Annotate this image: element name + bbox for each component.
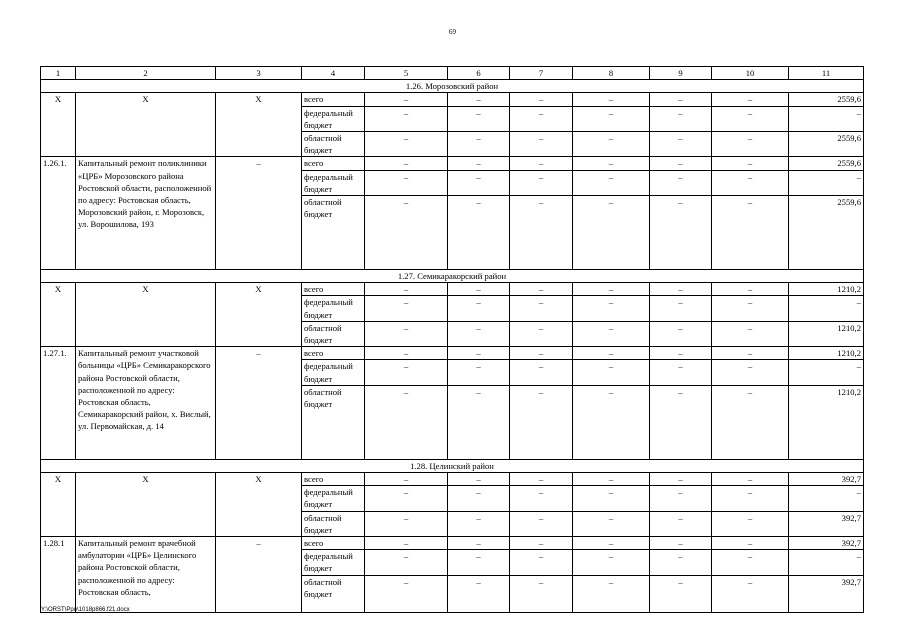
empty-value: – [712, 170, 789, 195]
empty-value: – [510, 486, 573, 511]
empty-value: – [573, 347, 650, 360]
total-value: – [789, 106, 864, 131]
summary-row [41, 283, 864, 296]
empty-value: – [712, 486, 789, 511]
empty-value: – [650, 347, 712, 360]
empty-value: – [448, 550, 510, 575]
col2-marker: Х [76, 93, 216, 157]
budget-label: областной бюджет [302, 132, 365, 157]
budget-label: всего [302, 283, 365, 296]
total-value: – [789, 486, 864, 511]
empty-value: – [365, 511, 448, 536]
total-value: – [789, 360, 864, 385]
budget-label: всего [302, 157, 365, 170]
item-name: Капитальный ремонт участковой больницы «ЦРБ» Семикаракорского района Ростовской области, расположенной по адресу: Ростовская область, Семикаракорский район, х. Вислый, ул. Первомайская, д. 14 [76, 347, 216, 460]
empty-value: – [365, 575, 448, 612]
budget-label: федеральный бюджет [302, 296, 365, 321]
column-number: 7 [510, 67, 573, 80]
empty-value: – [365, 283, 448, 296]
col3-marker: – [216, 537, 302, 613]
empty-value: – [510, 132, 573, 157]
item-name: Капитальный ремонт врачебной амбулатории «ЦРБ» Целинского района Ростовской области, расположенной по адресу: Ростовская область, [76, 537, 216, 613]
empty-value: – [365, 321, 448, 346]
column-numbers-row [41, 67, 864, 80]
budget-label: областной бюджет [302, 321, 365, 346]
empty-value: – [573, 537, 650, 550]
empty-value: – [448, 321, 510, 346]
budget-label: областной бюджет [302, 575, 365, 612]
column-number: 4 [302, 67, 365, 80]
empty-value: – [448, 511, 510, 536]
empty-value: – [510, 321, 573, 346]
empty-value: – [573, 321, 650, 346]
empty-value: – [448, 296, 510, 321]
empty-value: – [650, 575, 712, 612]
empty-value: – [712, 157, 789, 170]
empty-value: – [573, 296, 650, 321]
empty-value: – [573, 575, 650, 612]
empty-value: – [510, 511, 573, 536]
empty-value: – [573, 550, 650, 575]
empty-value: – [712, 283, 789, 296]
empty-value: – [510, 537, 573, 550]
empty-value: – [510, 347, 573, 360]
empty-value: – [365, 550, 448, 575]
empty-value: – [712, 575, 789, 612]
col3-marker: – [216, 157, 302, 270]
empty-value: – [650, 360, 712, 385]
empty-value: – [712, 511, 789, 536]
empty-value: – [573, 132, 650, 157]
empty-value: – [650, 385, 712, 459]
empty-value: – [448, 93, 510, 106]
total-value: 2559,6 [789, 157, 864, 170]
budget-label: федеральный бюджет [302, 550, 365, 575]
section-title-row [41, 459, 864, 472]
empty-value: – [650, 511, 712, 536]
empty-value: – [650, 170, 712, 195]
budget-label: всего [302, 473, 365, 486]
empty-value: – [650, 550, 712, 575]
column-number: 8 [573, 67, 650, 80]
budget-label: федеральный бюджет [302, 486, 365, 511]
empty-value: – [510, 157, 573, 170]
section-title: 1.27. Семикаракорский район [41, 270, 864, 283]
section-title-row [41, 270, 864, 283]
section-title: 1.26. Морозовский район [41, 80, 864, 93]
empty-value: – [448, 575, 510, 612]
summary-row [41, 473, 864, 486]
table-body [41, 67, 864, 613]
empty-value: – [712, 196, 789, 270]
total-value: 2559,6 [789, 93, 864, 106]
empty-value: – [510, 385, 573, 459]
summary-row [41, 93, 864, 106]
item-row [41, 537, 864, 550]
empty-value: – [365, 132, 448, 157]
empty-value: – [365, 296, 448, 321]
empty-value: – [650, 321, 712, 346]
empty-value: – [510, 283, 573, 296]
budget-label: федеральный бюджет [302, 106, 365, 131]
budget-table [40, 66, 864, 613]
empty-value: – [650, 486, 712, 511]
page-number: 69 [449, 28, 456, 36]
empty-value: – [712, 550, 789, 575]
col3-marker: Х [216, 473, 302, 537]
total-value: 1210,2 [789, 321, 864, 346]
total-value: – [789, 296, 864, 321]
empty-value: – [510, 106, 573, 131]
empty-value: – [365, 347, 448, 360]
item-row [41, 157, 864, 170]
empty-value: – [448, 106, 510, 131]
empty-value: – [448, 170, 510, 195]
empty-value: – [448, 283, 510, 296]
col1-marker: Х [41, 93, 76, 157]
empty-value: – [510, 473, 573, 486]
total-value: 1210,2 [789, 385, 864, 459]
total-value: 392,7 [789, 537, 864, 550]
empty-value: – [712, 347, 789, 360]
empty-value: – [448, 385, 510, 459]
empty-value: – [510, 550, 573, 575]
empty-value: – [510, 296, 573, 321]
total-value: 1210,2 [789, 283, 864, 296]
empty-value: – [365, 473, 448, 486]
budget-label: федеральный бюджет [302, 170, 365, 195]
col1-marker: Х [41, 283, 76, 347]
empty-value: – [573, 157, 650, 170]
file-path-footer: Y:\ORST\Ppo\1018p866.f21.docx [41, 607, 130, 613]
column-number: 2 [76, 67, 216, 80]
empty-value: – [650, 296, 712, 321]
col3-marker: – [216, 347, 302, 460]
empty-value: – [650, 132, 712, 157]
empty-value: – [365, 106, 448, 131]
total-value: 392,7 [789, 575, 864, 612]
empty-value: – [510, 170, 573, 195]
empty-value: – [573, 170, 650, 195]
total-value: 392,7 [789, 473, 864, 486]
item-row [41, 347, 864, 360]
budget-label: областной бюджет [302, 511, 365, 536]
empty-value: – [712, 360, 789, 385]
column-number: 6 [448, 67, 510, 80]
total-value: – [789, 550, 864, 575]
empty-value: – [365, 170, 448, 195]
column-number: 5 [365, 67, 448, 80]
empty-value: – [448, 537, 510, 550]
col2-marker: Х [76, 283, 216, 347]
empty-value: – [573, 360, 650, 385]
budget-label: областной бюджет [302, 196, 365, 270]
empty-value: – [365, 537, 448, 550]
empty-value: – [573, 93, 650, 106]
total-value: 392,7 [789, 511, 864, 536]
col2-marker: Х [76, 473, 216, 537]
total-value: 2559,6 [789, 196, 864, 270]
empty-value: – [510, 93, 573, 106]
item-number: 1.27.1. [41, 347, 76, 460]
empty-value: – [448, 347, 510, 360]
col3-marker: Х [216, 283, 302, 347]
empty-value: – [650, 473, 712, 486]
empty-value: – [365, 360, 448, 385]
empty-value: – [712, 296, 789, 321]
empty-value: – [650, 283, 712, 296]
empty-value: – [510, 575, 573, 612]
empty-value: – [448, 196, 510, 270]
column-number: 3 [216, 67, 302, 80]
empty-value: – [650, 196, 712, 270]
empty-value: – [510, 196, 573, 270]
column-number: 9 [650, 67, 712, 80]
budget-label: всего [302, 347, 365, 360]
section-title: 1.28. Целинский район [41, 459, 864, 472]
budget-label: областной бюджет [302, 385, 365, 459]
col1-marker: Х [41, 473, 76, 537]
empty-value: – [573, 106, 650, 131]
col3-marker: Х [216, 93, 302, 157]
empty-value: – [650, 157, 712, 170]
budget-label: федеральный бюджет [302, 360, 365, 385]
item-name: Капитальный ремонт поликлиники «ЦРБ» Морозовского района Ростовской области, расположенной по адресу: Ростовская область, Морозовский район, г. Морозовск, ул. Ворошилова, 193 [76, 157, 216, 270]
section-title-row [41, 80, 864, 93]
empty-value: – [365, 385, 448, 459]
empty-value: – [510, 360, 573, 385]
item-number: 1.28.1 [41, 537, 76, 613]
item-number: 1.26.1. [41, 157, 76, 270]
empty-value: – [573, 196, 650, 270]
total-value: 1210,2 [789, 347, 864, 360]
empty-value: – [712, 132, 789, 157]
total-value: 2559,6 [789, 132, 864, 157]
empty-value: – [573, 283, 650, 296]
empty-value: – [712, 93, 789, 106]
empty-value: – [573, 385, 650, 459]
empty-value: – [650, 93, 712, 106]
empty-value: – [573, 486, 650, 511]
empty-value: – [365, 157, 448, 170]
empty-value: – [712, 106, 789, 131]
empty-value: – [712, 473, 789, 486]
empty-value: – [573, 473, 650, 486]
empty-value: – [650, 537, 712, 550]
column-number: 10 [712, 67, 789, 80]
empty-value: – [365, 196, 448, 270]
empty-value: – [712, 537, 789, 550]
empty-value: – [650, 106, 712, 131]
empty-value: – [448, 360, 510, 385]
empty-value: – [365, 93, 448, 106]
empty-value: – [712, 385, 789, 459]
empty-value: – [448, 157, 510, 170]
total-value: – [789, 170, 864, 195]
column-number: 1 [41, 67, 76, 80]
empty-value: – [448, 486, 510, 511]
empty-value: – [712, 321, 789, 346]
empty-value: – [365, 486, 448, 511]
budget-label: всего [302, 93, 365, 106]
empty-value: – [573, 511, 650, 536]
empty-value: – [448, 132, 510, 157]
column-number: 11 [789, 67, 864, 80]
budget-label: всего [302, 537, 365, 550]
empty-value: – [448, 473, 510, 486]
